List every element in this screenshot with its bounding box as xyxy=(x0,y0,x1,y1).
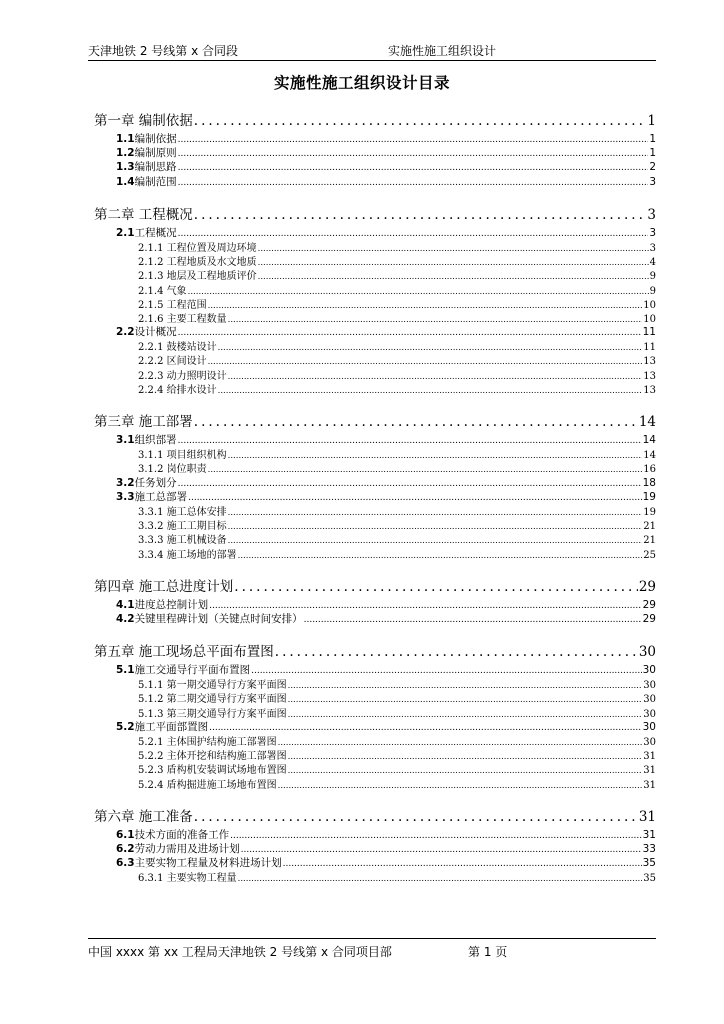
toc-chapter[interactable] xyxy=(94,203,656,225)
toc-entry-title xyxy=(94,109,193,129)
toc-dot-leader xyxy=(178,436,642,446)
toc-dot-leader xyxy=(228,536,643,546)
toc-dot-leader xyxy=(251,666,642,676)
toc-entry[interactable] xyxy=(94,381,656,395)
toc-entry[interactable] xyxy=(94,747,656,761)
toc-entry[interactable] xyxy=(94,296,656,310)
toc-entry-title xyxy=(116,719,208,734)
toc-dot-leader xyxy=(178,178,649,188)
toc-chapter[interactable] xyxy=(94,575,656,597)
toc-entry-text: 第三期交通导行方案平面图 xyxy=(166,708,287,720)
toc-page-number: 3 xyxy=(647,206,656,223)
toc-entry-text: 施工场地的部署 xyxy=(166,549,237,561)
toc-entry-text: 工程范围 xyxy=(166,299,207,311)
toc-entry-title xyxy=(138,296,207,311)
toc-entry-number: 3.1.1 xyxy=(138,450,164,462)
toc-page-number: 30 xyxy=(643,708,656,720)
toc-entry-number: 2.1.1 xyxy=(138,242,164,254)
toc-page-number: 14 xyxy=(642,434,656,446)
toc-entry[interactable] xyxy=(94,733,656,747)
toc-dot-leader xyxy=(228,372,643,382)
toc-dot-leader xyxy=(208,465,643,475)
toc-entry-number: 3.1.2 xyxy=(138,464,164,476)
toc-entry-text: 第二期交通导行方案平面图 xyxy=(166,694,287,706)
toc-entry-text: 编制范围 xyxy=(134,175,177,188)
toc-entry-number: 5.2 xyxy=(116,720,135,733)
toc-page-number: 21 xyxy=(643,535,656,547)
toc-page-number: 30 xyxy=(643,737,656,748)
toc-entry-text: 施工交通导行平面布置图 xyxy=(134,664,251,677)
toc-entry-number: 3.1 xyxy=(116,434,135,446)
toc-entry[interactable] xyxy=(94,475,656,489)
footer-organization: 中国 xxxx 第 xx 工程局天津地铁 2 号线第 x 合同项目部 xyxy=(88,945,392,959)
toc-entry-number: 5.1 xyxy=(116,664,135,677)
toc-dot-leader xyxy=(238,874,643,884)
toc-page-number: 29 xyxy=(638,578,656,595)
toc-entry-text: 编制依据 xyxy=(134,133,177,145)
page-footer xyxy=(88,938,656,961)
toc-entry-number: 2.1.2 xyxy=(138,257,164,269)
toc-chapter[interactable] xyxy=(94,640,656,662)
toc-page-number: 31 xyxy=(638,808,656,825)
toc-entry-text: 第二章 工程概况 xyxy=(94,206,193,223)
toc-page-number: 25 xyxy=(643,549,656,561)
toc-entry-title xyxy=(138,869,237,884)
toc-entry-number: 3.3.3 xyxy=(138,535,164,547)
toc-page-number: 13 xyxy=(643,384,656,396)
toc-entry-number: 3.3.2 xyxy=(138,521,164,533)
toc-dot-leader xyxy=(208,357,643,367)
toc-dot-leader xyxy=(228,522,643,532)
toc-entry-title xyxy=(138,531,227,546)
toc-entry-number: 5.1.2 xyxy=(138,694,164,706)
toc-dot-leader xyxy=(218,386,643,396)
toc-entry-number: 4.2 xyxy=(116,612,135,625)
toc-entry-number: 5.2.1 xyxy=(138,737,164,748)
toc-entry-text: 施工总部署 xyxy=(134,490,188,503)
toc-entry-text: 主体开挖和结构施工部署图 xyxy=(166,751,287,763)
table-of-contents xyxy=(94,105,656,884)
toc-entry-text: 劳动力需用及进场计划 xyxy=(134,842,240,855)
toc-entry[interactable] xyxy=(94,611,656,625)
toc-dot-leader xyxy=(218,343,643,353)
toc-entry-number: 2.1 xyxy=(116,226,135,239)
toc-page-number: 19 xyxy=(643,506,656,518)
toc-entry-text: 工程地质及水文地质 xyxy=(166,257,257,269)
toc-dot-leader xyxy=(209,601,642,611)
toc-page-number: 21 xyxy=(643,521,656,533)
toc-entry-title xyxy=(138,733,277,748)
toc-page-number: 18 xyxy=(642,476,656,489)
toc-page-number: 4 xyxy=(649,257,656,269)
toc-entry-text: 给排水设计 xyxy=(166,384,217,396)
toc-entry[interactable] xyxy=(94,690,656,704)
toc-page-number: 3 xyxy=(649,175,656,188)
toc-entry-text: 盾构掘进施工场地布置图 xyxy=(166,779,277,791)
toc-entry-title xyxy=(138,705,287,720)
toc-entry[interactable] xyxy=(94,131,656,145)
toc-entry[interactable] xyxy=(94,546,656,560)
toc-entry-title xyxy=(138,239,257,254)
toc-page-number: 16 xyxy=(643,464,656,476)
toc-entry-title xyxy=(138,776,277,791)
toc-entry-title xyxy=(116,432,177,447)
toc-entry-number: 2.2.2 xyxy=(138,356,164,368)
toc-dot-leader xyxy=(194,113,647,129)
toc-entry-title xyxy=(138,546,237,561)
toc-entry-number: 2.2.4 xyxy=(138,384,164,396)
toc-entry-title xyxy=(138,352,207,367)
toc-entry[interactable] xyxy=(94,460,656,474)
toc-entry[interactable] xyxy=(94,239,656,253)
toc-dot-leader xyxy=(278,738,643,748)
toc-entry-text: 组织部署 xyxy=(134,434,177,446)
toc-entry-title xyxy=(94,203,193,223)
toc-dot-leader xyxy=(283,859,642,869)
toc-dot-leader xyxy=(194,809,638,825)
toc-dot-leader xyxy=(258,244,649,254)
toc-entry-number: 4.1 xyxy=(116,598,135,611)
toc-chapter[interactable] xyxy=(94,410,656,432)
toc-entry-text: 地层及工程地质评价 xyxy=(166,271,257,283)
toc-entry-title xyxy=(116,841,240,856)
footer-page-number: 第 1 页 xyxy=(468,945,508,959)
toc-entry-number: 3.3.1 xyxy=(138,506,164,518)
toc-page-number: 11 xyxy=(643,342,656,354)
toc-entry[interactable] xyxy=(94,676,656,690)
toc-entry-text: 编制原则 xyxy=(134,147,177,160)
toc-entry-title xyxy=(116,131,177,146)
toc-entry-number: 1.2 xyxy=(116,147,135,160)
toc-page-number: 35 xyxy=(642,857,656,870)
toc-entry-title xyxy=(116,174,177,189)
toc-dot-leader xyxy=(194,414,638,430)
toc-entry[interactable] xyxy=(94,432,656,446)
toc-entry-number: 1.4 xyxy=(116,175,135,188)
toc-entry-title xyxy=(138,367,227,382)
toc-entry[interactable] xyxy=(94,662,656,676)
toc-entry-number: 6.3 xyxy=(116,857,135,870)
toc-dot-leader xyxy=(288,695,643,705)
toc-entry-title xyxy=(138,517,227,532)
toc-entry-title xyxy=(138,446,227,461)
toc-entry-text: 主体围护结构施工部署图 xyxy=(166,737,277,748)
toc-dot-leader xyxy=(230,831,642,841)
toc-entry-title xyxy=(116,489,187,504)
toc-page-number: 1 xyxy=(649,133,656,145)
toc-entry-number: 5.2.4 xyxy=(138,779,164,791)
toc-entry[interactable] xyxy=(94,827,656,841)
toc-page-number: 13 xyxy=(643,356,656,368)
toc-entry-number: 5.1.1 xyxy=(138,680,164,692)
toc-dot-leader xyxy=(278,781,643,791)
toc-page-number: 29 xyxy=(642,612,656,625)
toc-dot-leader xyxy=(288,710,643,720)
toc-dot-leader xyxy=(188,287,649,297)
toc-entry-title xyxy=(94,575,233,595)
toc-dot-leader xyxy=(208,301,643,311)
toc-entry[interactable] xyxy=(94,776,656,790)
toc-dot-leader xyxy=(241,845,642,855)
toc-entry-number: 6.2 xyxy=(116,842,135,855)
toc-entry-text: 鼓楼站设计 xyxy=(166,342,217,354)
toc-entry-text: 第一期交通导行方案平面图 xyxy=(166,680,287,692)
toc-entry-title xyxy=(138,460,207,475)
toc-dot-leader xyxy=(178,479,642,489)
toc-entry[interactable] xyxy=(94,324,656,338)
toc-dot-leader xyxy=(228,451,643,461)
toc-entry-title xyxy=(138,761,287,776)
toc-dot-leader xyxy=(178,149,649,159)
toc-entry[interactable] xyxy=(94,517,656,531)
toc-entry-title xyxy=(138,690,287,705)
toc-page-number: 2 xyxy=(649,161,656,174)
toc-dot-leader xyxy=(258,258,649,268)
toc-entry[interactable] xyxy=(94,225,656,239)
toc-entry-title xyxy=(116,145,177,160)
toc-entry[interactable] xyxy=(94,352,656,366)
toc-dot-leader xyxy=(288,766,643,776)
toc-entry-number: 6.3.1 xyxy=(138,873,164,885)
toc-page-number: 35 xyxy=(643,873,656,885)
toc-page-number: 30 xyxy=(642,720,656,733)
toc-entry-text: 施工机械设备 xyxy=(166,535,227,547)
toc-entry[interactable] xyxy=(94,159,656,173)
toc-page-number: 11 xyxy=(642,326,656,339)
toc-entry[interactable] xyxy=(94,310,656,324)
toc-entry[interactable] xyxy=(94,705,656,719)
toc-entry-title xyxy=(116,611,303,626)
toc-entry-text: 第一章 编制依据 xyxy=(94,113,193,129)
toc-entry-text: 施工总体安排 xyxy=(166,506,227,518)
toc-dot-leader xyxy=(288,752,643,762)
toc-entry-text: 岗位职责 xyxy=(166,464,207,476)
toc-entry-text: 主要工程数量 xyxy=(166,313,227,325)
toc-entry-number: 1.1 xyxy=(116,133,135,145)
toc-dot-leader xyxy=(228,315,643,325)
toc-entry-text: 盾构机安装调试场地布置图 xyxy=(166,765,287,777)
toc-dot-leader xyxy=(188,493,642,503)
toc-page-number: 10 xyxy=(643,313,656,325)
toc-dot-leader xyxy=(209,723,642,733)
toc-dot-leader xyxy=(178,163,649,173)
toc-page-number: 30 xyxy=(643,680,656,692)
toc-entry-text: 项目组织机构 xyxy=(166,450,227,462)
toc-page-number: 1 xyxy=(647,113,656,129)
toc-entry-number: 5.2.3 xyxy=(138,765,164,777)
toc-entry-text: 动力照明设计 xyxy=(166,370,227,382)
toc-page-number: 31 xyxy=(643,751,656,763)
toc-entry-number: 5.2.2 xyxy=(138,751,164,763)
toc-entry-text: 任务划分 xyxy=(134,476,177,489)
toc-entry-title xyxy=(138,282,187,297)
toc-entry-title xyxy=(116,324,177,339)
toc-entry[interactable] xyxy=(94,489,656,503)
toc-entry-text: 工程位置及周边环境 xyxy=(166,242,257,254)
toc-entry-text: 第五章 施工现场总平面布置图 xyxy=(94,644,274,661)
toc-entry[interactable] xyxy=(94,719,656,733)
toc-page-number: 30 xyxy=(638,644,656,661)
toc-entry-number: 2.2.1 xyxy=(138,342,164,354)
toc-page-number: 10 xyxy=(643,299,656,311)
toc-page-number: 14 xyxy=(643,450,656,462)
toc-entry-title xyxy=(94,410,193,430)
toc-entry-title xyxy=(138,747,287,762)
toc-entry[interactable] xyxy=(94,253,656,267)
toc-page-number: 3 xyxy=(649,242,656,254)
toc-entry[interactable] xyxy=(94,367,656,381)
toc-page-number: 14 xyxy=(638,414,656,430)
toc-dot-leader xyxy=(178,135,649,145)
toc-entry-title xyxy=(138,310,227,325)
toc-entry-title xyxy=(138,253,257,268)
toc-chapter[interactable] xyxy=(94,109,656,131)
toc-entry[interactable] xyxy=(94,282,656,296)
toc-page-number: 13 xyxy=(643,370,656,382)
toc-entry-text: 进度总控制计划 xyxy=(134,598,209,611)
toc-entry-text: 区间设计 xyxy=(166,356,207,368)
toc-entry-text: 工程概况 xyxy=(134,226,177,239)
toc-entry-number: 2.2.3 xyxy=(138,370,164,382)
toc-page-number: 30 xyxy=(642,664,656,677)
toc-entry-title xyxy=(94,640,274,660)
toc-entry[interactable] xyxy=(94,597,656,611)
toc-entry-number: 3.2 xyxy=(116,476,135,489)
toc-entry-text: 编制思路 xyxy=(134,161,177,174)
toc-entry-text: 第三章 施工部署 xyxy=(94,414,193,430)
toc-dot-leader xyxy=(238,551,643,561)
header-document-name: 实施性施工组织设计 xyxy=(388,44,497,58)
header-project-name: 天津地铁 2 号线第 x 合同段 xyxy=(88,44,238,58)
toc-entry-number: 2.2 xyxy=(116,326,135,339)
toc-entry-title xyxy=(116,662,250,677)
toc-dot-leader xyxy=(258,272,649,282)
toc-entry[interactable] xyxy=(94,338,656,352)
toc-page-number: 29 xyxy=(642,598,656,611)
toc-entry[interactable] xyxy=(94,503,656,517)
toc-dot-leader xyxy=(275,644,638,660)
toc-entry-title xyxy=(138,267,257,282)
toc-entry[interactable] xyxy=(94,145,656,159)
toc-entry-title xyxy=(116,827,229,842)
toc-entry-number: 2.1.5 xyxy=(138,299,164,311)
toc-dot-leader xyxy=(304,615,642,625)
toc-page-number: 30 xyxy=(643,694,656,706)
toc-entry[interactable] xyxy=(94,841,656,855)
toc-dot-leader xyxy=(288,681,643,691)
toc-entry-text: 关键里程碑计划（关键点时间安排） xyxy=(134,612,303,625)
toc-entry-title xyxy=(138,381,217,396)
toc-page-number: 31 xyxy=(643,779,656,791)
toc-entry-text: 技术方面的准备工作 xyxy=(134,828,230,841)
toc-entry[interactable] xyxy=(94,174,656,188)
toc-entry-title xyxy=(138,676,287,691)
toc-entry-number: 3.3 xyxy=(116,490,135,503)
toc-page-number: 33 xyxy=(642,842,656,855)
toc-entry-number: 2.1.3 xyxy=(138,271,164,283)
toc-entry[interactable] xyxy=(94,446,656,460)
toc-entry-title xyxy=(116,159,177,174)
page-header xyxy=(88,38,656,61)
toc-page-number: 19 xyxy=(642,490,656,503)
toc-entry-number: 1.3 xyxy=(116,161,135,174)
toc-entry-text: 施工工期目标 xyxy=(166,521,227,533)
toc-entry-title xyxy=(116,597,208,612)
toc-entry-text: 施工平面部置图 xyxy=(134,720,209,733)
toc-entry-number: 5.1.3 xyxy=(138,708,164,720)
toc-entry-number: 3.3.4 xyxy=(138,549,164,561)
toc-entry[interactable] xyxy=(94,869,656,883)
toc-dot-leader xyxy=(194,207,647,223)
toc-entry[interactable] xyxy=(94,855,656,869)
toc-entry-text: 主要实物工程量及材料进场计划 xyxy=(134,857,282,870)
toc-entry[interactable] xyxy=(94,761,656,775)
toc-page-number: 31 xyxy=(642,828,656,841)
toc-entry[interactable] xyxy=(94,267,656,281)
toc-dot-leader xyxy=(228,508,643,518)
toc-entry-text: 主要实物工程量 xyxy=(166,873,237,885)
toc-entry-text: 气象 xyxy=(166,285,187,297)
toc-entry-number: 6.1 xyxy=(116,828,135,841)
toc-entry-number: 2.1.6 xyxy=(138,313,164,325)
toc-entry-text: 第四章 施工总进度计划 xyxy=(94,578,234,595)
toc-entry-title xyxy=(138,503,227,518)
toc-dot-leader xyxy=(178,328,642,338)
toc-page-number: 31 xyxy=(643,765,656,777)
toc-page-number: 3 xyxy=(649,226,656,239)
document-title: 实施性施工组织设计目录 xyxy=(273,74,450,92)
toc-chapter[interactable] xyxy=(94,805,656,827)
toc-entry[interactable] xyxy=(94,531,656,545)
toc-entry-title xyxy=(138,338,217,353)
toc-dot-leader xyxy=(234,579,638,595)
toc-entry-text: 第六章 施工准备 xyxy=(94,808,193,825)
toc-page-number: 9 xyxy=(649,285,656,297)
toc-entry-text: 设计概况 xyxy=(134,326,177,339)
toc-entry-title xyxy=(116,855,282,870)
toc-page-number: 9 xyxy=(649,271,656,283)
toc-entry-title xyxy=(116,475,177,490)
toc-page-number: 1 xyxy=(649,147,656,160)
toc-entry-number: 2.1.4 xyxy=(138,285,164,297)
toc-entry-title xyxy=(116,225,177,240)
toc-dot-leader xyxy=(178,229,649,239)
toc-entry-title xyxy=(94,805,193,825)
